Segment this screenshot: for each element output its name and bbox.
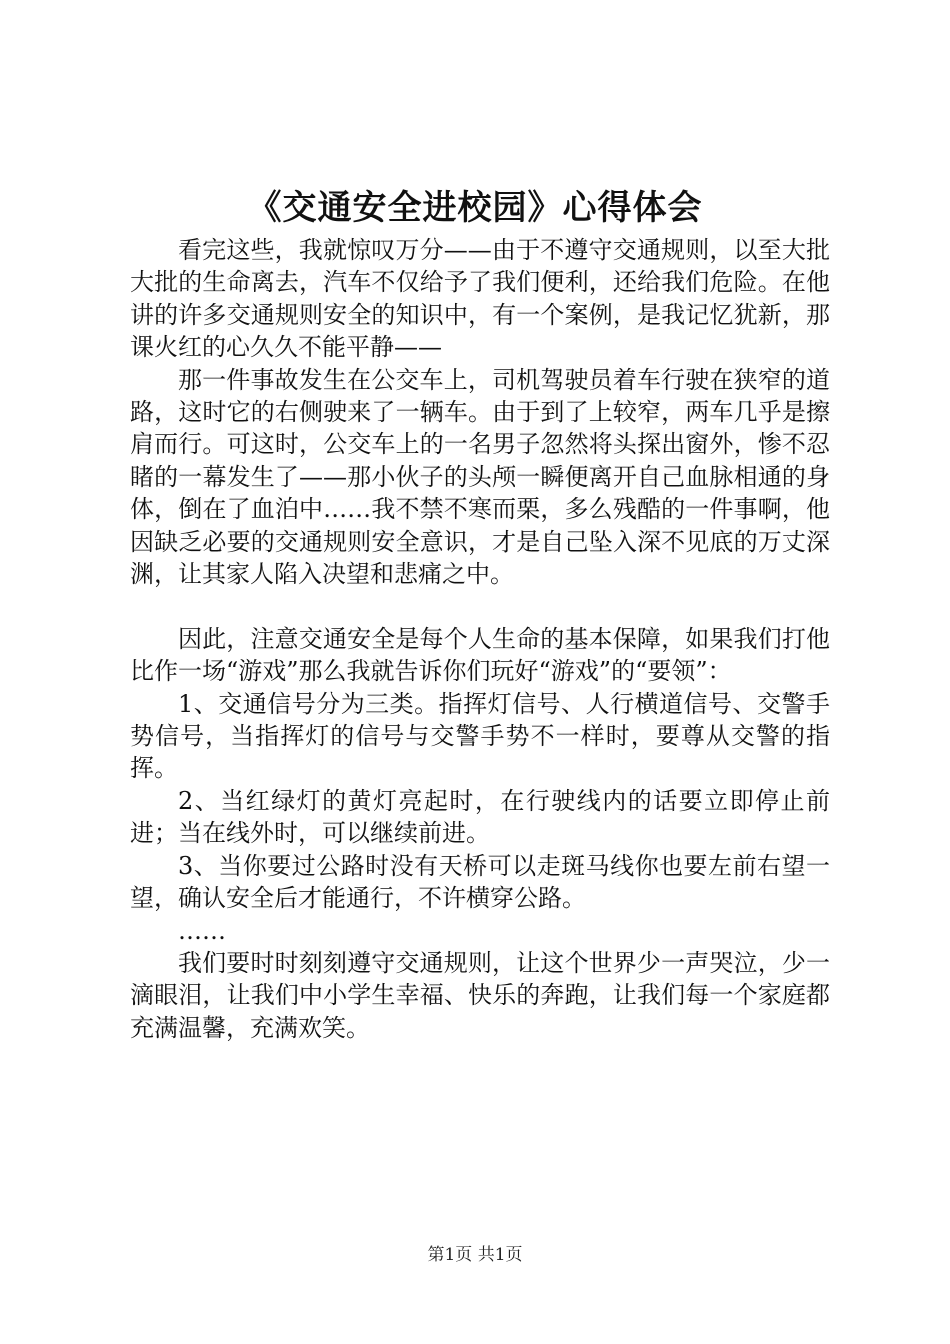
list-item-2: 2、当红绿灯的黄灯亮起时，在行驶线内的话要立即停止前进；当在线外时，可以继续前进。	[130, 786, 830, 848]
paragraph-1: 看完这些，我就惊叹万分——由于不遵守交通规则，以至大批大批的生命离去，汽车不仅给予了我们便利，还给我们危险。在他讲的许多交通规则安全的知识中，有一个案例，是我记忆犹新，那课火红的心久久不能平静——	[130, 236, 830, 362]
list-item-3: 3、当你要过公路时没有天桥可以走斑马线你也要左前右望一望，确认安全后才能通行，不许横穿公路。	[130, 851, 830, 913]
document-body	[130, 234, 830, 1044]
page-footer: 第1页 共1页	[427, 1245, 523, 1265]
paragraph-2: 那一件事故发生在公交车上，司机驾驶员着车行驶在狭窄的道路，这时它的右侧驶来了一辆车。由于到了上较窄，两车几乎是擦肩而行。可这时，公交车上的一名男子忽然将头探出窗外，惨不忍睹的一幕发生了——那小伙子的头颅一瞬便离开自己血脉相通的身体，倒在了血泊中……我不禁不寒而栗，多么残酷的一件事啊，他因缺乏必要的交通规则安全意识，才是自己坠入深不见底的万丈深渊，让其家人陷入决望和悲痛之中。	[130, 365, 830, 589]
paragraph-3: 因此，注意交通安全是每个人生命的基本保障，如果我们打他比作一场“游戏”那么我就告诉你们玩好“游戏”的“要领”：	[130, 624, 830, 686]
paragraph-gap	[130, 590, 830, 622]
ellipsis-line: ……	[178, 916, 226, 945]
document-title: 《交通安全进校园》心得体会	[247, 188, 703, 228]
list-item-1: 1、交通信号分为三类。指挥灯信号、人行横道信号、交警手势信号，当指挥灯的信号与交警手势不一样时，要尊从交警的指挥。	[130, 689, 830, 783]
closing-paragraph: 我们要时时刻刻遵守交通规则，让这个世界少一声哭泣，少一滴眼泪，让我们中小学生幸福、快乐的奔跑，让我们每一个家庭都充满温馨，充满欢笑。	[130, 948, 830, 1042]
